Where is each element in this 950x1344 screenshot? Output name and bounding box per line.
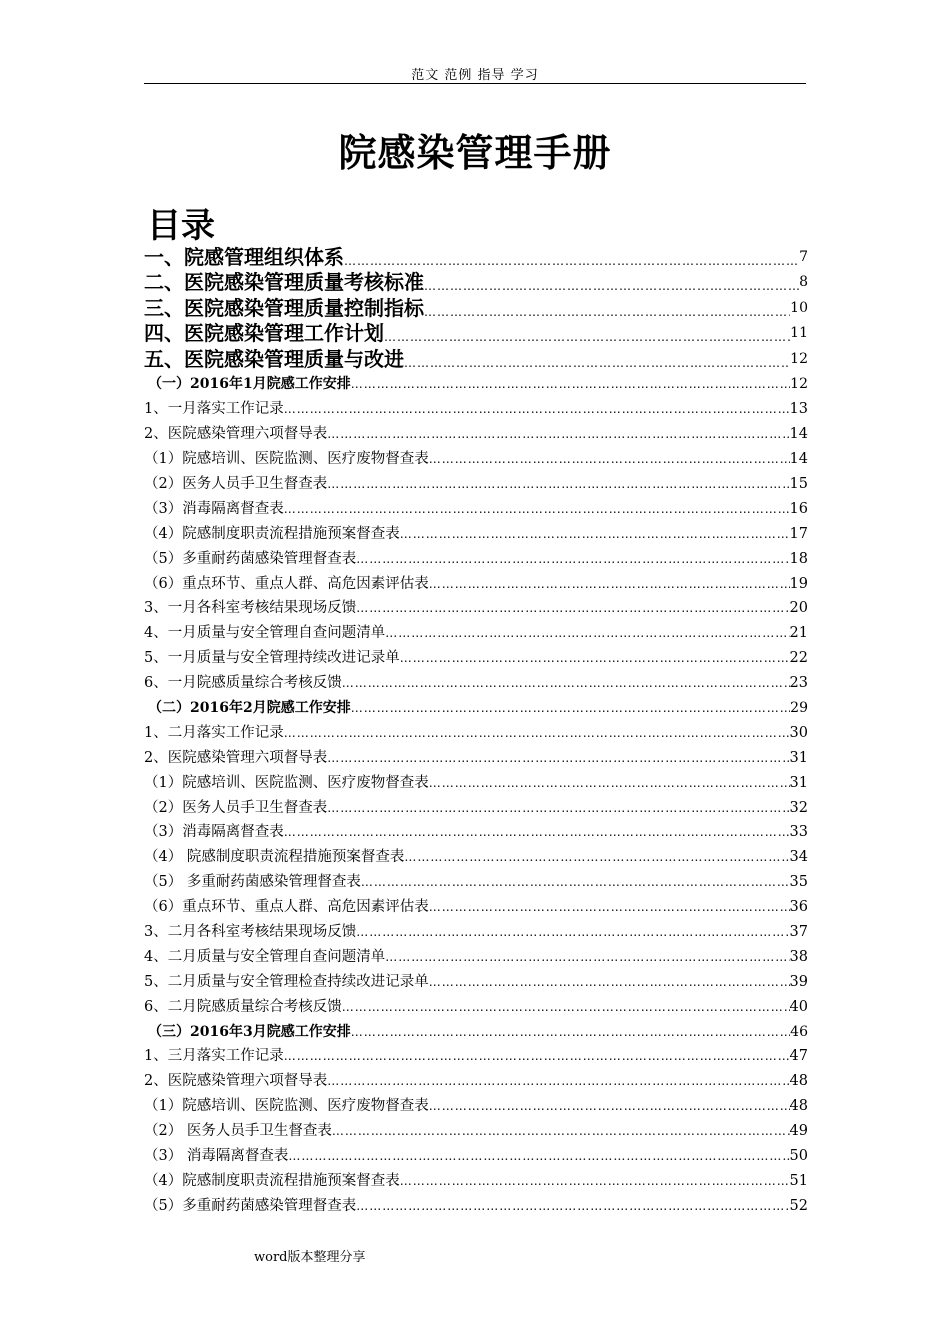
toc-entry[interactable] bbox=[144, 919, 808, 944]
toc-entry[interactable] bbox=[144, 820, 808, 845]
toc-dot-leader bbox=[429, 572, 790, 596]
toc-entry-page-number: 21 bbox=[789, 625, 808, 642]
toc-entry[interactable] bbox=[144, 1044, 808, 1069]
toc-entry[interactable] bbox=[144, 295, 808, 321]
toc-entry[interactable] bbox=[144, 496, 808, 521]
toc-dot-leader bbox=[429, 895, 790, 919]
toc-entry[interactable] bbox=[144, 720, 808, 745]
toc-dot-leader bbox=[351, 1020, 790, 1044]
toc-entry[interactable] bbox=[144, 795, 808, 820]
toc-entry-label: 三、医院感染管理质量控制指标 bbox=[144, 295, 424, 320]
toc-dot-leader bbox=[400, 646, 790, 670]
toc-entry-page-number: 14 bbox=[789, 426, 808, 443]
toc-entry-label: 5、二月质量与安全管理检查持续改进记录单 bbox=[144, 973, 429, 990]
toc-entry-page-number: 7 bbox=[799, 248, 808, 265]
toc-entry[interactable] bbox=[144, 869, 808, 894]
toc-entry-page-number: 19 bbox=[789, 575, 808, 592]
toc-dot-leader bbox=[384, 328, 790, 346]
toc-entry-label: （5）多重耐药菌感染管理督查表 bbox=[144, 550, 357, 567]
toc-entry-page-number: 38 bbox=[789, 948, 808, 965]
toc-dot-leader bbox=[429, 1094, 790, 1118]
toc-dot-leader bbox=[327, 1069, 789, 1093]
toc-entry-label: （一）2016年1月院感工作安排 bbox=[148, 376, 351, 393]
toc-entry-label: （6）重点环节、重点人群、高危因素评估表 bbox=[144, 575, 429, 592]
toc-dot-leader bbox=[385, 621, 789, 645]
toc-entry-page-number: 48 bbox=[789, 1098, 808, 1115]
toc-dot-leader bbox=[429, 771, 790, 795]
toc-entry-label: （2）医务人员手卫生督查表 bbox=[144, 475, 328, 492]
toc-entry-label: （4）院感制度职责流程措施预案督查表 bbox=[144, 1172, 400, 1189]
toc-entry[interactable] bbox=[144, 421, 808, 446]
toc-entry-page-number: 31 bbox=[789, 774, 808, 791]
toc-entry-label: 1、一月落实工作记录 bbox=[144, 401, 284, 418]
toc-entry-label: 5、一月质量与安全管理持续改进记录单 bbox=[144, 650, 400, 667]
toc-entry-label: （2）医务人员手卫生督查表 bbox=[144, 799, 328, 816]
toc-entry-label: （三）2016年3月院感工作安排 bbox=[148, 1023, 351, 1040]
toc-entry[interactable] bbox=[144, 244, 808, 270]
toc-dot-leader bbox=[284, 397, 790, 421]
toc-entry-label: 二、医院感染管理质量考核标准 bbox=[144, 270, 424, 294]
toc-entry-page-number: 22 bbox=[789, 650, 808, 667]
toc-entry-label: 6、一月院感质量综合考核反馈 bbox=[144, 675, 342, 692]
toc-entry-label: （3） 消毒隔离督查表 bbox=[144, 1148, 289, 1164]
toc-entry-label: 1、三月落实工作记录 bbox=[144, 1048, 284, 1065]
toc-entry-page-number: 30 bbox=[789, 724, 808, 741]
toc-entry-page-number: 15 bbox=[789, 475, 808, 492]
toc-entry-page-number: 10 bbox=[790, 299, 808, 316]
toc-dot-leader bbox=[344, 252, 799, 270]
toc-entry-label: 2、医院感染管理六项督导表 bbox=[144, 1073, 328, 1090]
toc-entry-page-number: 37 bbox=[789, 923, 808, 940]
toc-entry-page-number: 14 bbox=[789, 451, 808, 468]
toc-dot-leader bbox=[400, 1169, 790, 1193]
toc-entry[interactable] bbox=[144, 596, 808, 621]
toc-entry-page-number: 29 bbox=[790, 699, 808, 716]
toc-entry-page-number: 12 bbox=[790, 376, 808, 393]
toc-entry[interactable] bbox=[144, 1118, 808, 1143]
toc-entry-page-number: 35 bbox=[789, 874, 808, 891]
toc-dot-leader bbox=[356, 596, 789, 620]
toc-entry-label: 3、一月各科室考核结果现场反馈 bbox=[144, 600, 357, 617]
toc-entry-page-number: 20 bbox=[789, 600, 808, 617]
toc-dot-leader bbox=[351, 696, 790, 720]
toc-dot-leader bbox=[424, 303, 790, 321]
toc-entry[interactable] bbox=[144, 894, 808, 919]
toc-entry-page-number: 50 bbox=[789, 1148, 808, 1164]
toc-entry-label: 2、医院感染管理六项督导表 bbox=[144, 749, 328, 766]
toc-entry-page-number: 52 bbox=[789, 1197, 808, 1214]
toc-dot-leader bbox=[327, 472, 789, 496]
toc-entry[interactable] bbox=[144, 1143, 808, 1168]
toc-entry-page-number: 46 bbox=[790, 1023, 808, 1040]
toc-entry[interactable] bbox=[144, 994, 808, 1019]
toc-entry[interactable] bbox=[144, 372, 808, 397]
toc-entry[interactable] bbox=[144, 571, 808, 596]
toc-dot-leader bbox=[400, 522, 790, 546]
toc-dot-leader bbox=[356, 920, 789, 944]
toc-dot-leader bbox=[327, 422, 789, 446]
header-divider bbox=[144, 83, 806, 84]
document-title: 院感染管理手册 bbox=[338, 130, 612, 175]
toc-entry-page-number: 34 bbox=[789, 849, 808, 866]
toc-entry-label: （1）院感培训、医院监测、医疗废物督查表 bbox=[144, 451, 429, 468]
toc-entry-label: 四、医院感染管理工作计划 bbox=[144, 321, 384, 345]
toc-dot-leader bbox=[284, 820, 790, 844]
toc-dot-leader bbox=[288, 1144, 789, 1168]
toc-entry[interactable] bbox=[144, 270, 808, 296]
toc-entry[interactable] bbox=[144, 1168, 808, 1193]
toc-entry-page-number: 51 bbox=[789, 1172, 808, 1189]
toc-entry-page-number: 23 bbox=[789, 675, 808, 692]
toc-entry-label: （5） 多重耐药菌感染管理督查表 bbox=[144, 874, 361, 891]
toc-entry[interactable] bbox=[144, 695, 808, 720]
toc-entry-label: 2、医院感染管理六项督导表 bbox=[144, 426, 328, 443]
toc-entry-page-number: 49 bbox=[789, 1123, 808, 1140]
toc-entry-page-number: 12 bbox=[790, 350, 808, 367]
toc-entry[interactable] bbox=[144, 1193, 808, 1218]
toc-entry-label: （4）院感制度职责流程措施预案督查表 bbox=[144, 525, 400, 542]
toc-entry[interactable] bbox=[144, 546, 808, 571]
toc-dot-leader bbox=[356, 1194, 789, 1218]
toc-entry-page-number: 40 bbox=[789, 998, 808, 1015]
toc-entry[interactable] bbox=[144, 521, 808, 546]
toc-dot-leader bbox=[424, 277, 799, 295]
toc-dot-leader bbox=[361, 870, 790, 894]
toc-entry-page-number: 16 bbox=[789, 500, 808, 517]
toc-entry[interactable] bbox=[144, 396, 808, 421]
toc-entry-label: 五、医院感染管理质量与改进 bbox=[144, 346, 404, 371]
toc-entry[interactable] bbox=[144, 844, 808, 869]
toc-dot-leader bbox=[327, 746, 789, 770]
toc-entry[interactable] bbox=[144, 969, 808, 994]
toc-entry-page-number: 33 bbox=[789, 824, 808, 841]
toc-entry[interactable] bbox=[144, 1093, 808, 1118]
toc-dot-leader bbox=[404, 845, 789, 869]
toc-entry-label: （4） 院感制度职责流程措施预案督查表 bbox=[144, 849, 405, 866]
toc-entry-label: 一、院感管理组织体系 bbox=[144, 244, 344, 269]
toc-entry[interactable] bbox=[144, 1068, 808, 1093]
toc-dot-leader bbox=[429, 447, 790, 471]
toc-entry-label: 1、二月落实工作记录 bbox=[144, 724, 284, 741]
toc-dot-leader bbox=[284, 721, 790, 745]
toc-entry-label: （2） 医务人员手卫生督查表 bbox=[144, 1123, 332, 1140]
toc-dot-leader bbox=[429, 970, 790, 994]
toc-entry-page-number: 11 bbox=[790, 325, 808, 341]
toc-entry-label: （3）消毒隔离督查表 bbox=[144, 824, 284, 841]
toc-entry-page-number: 47 bbox=[789, 1048, 808, 1065]
page-footer: word版本整理分享 bbox=[254, 1250, 366, 1265]
toc-entry-page-number: 36 bbox=[789, 899, 808, 916]
toc-dot-leader bbox=[385, 945, 789, 969]
table-of-contents bbox=[144, 244, 808, 1218]
toc-entry-page-number: 17 bbox=[789, 525, 808, 542]
toc-entry-label: （1）院感培训、医院监测、医疗废物督查表 bbox=[144, 1098, 429, 1115]
page-header: 范文 范例 指导 学习 bbox=[411, 68, 539, 83]
toc-dot-leader bbox=[327, 796, 789, 820]
toc-entry[interactable] bbox=[144, 770, 808, 795]
toc-entry-label: 4、一月质量与安全管理自查问题清单 bbox=[144, 625, 386, 642]
toc-dot-leader bbox=[332, 1119, 790, 1143]
toc-entry-label: 3、二月各科室考核结果现场反馈 bbox=[144, 923, 357, 940]
toc-entry[interactable] bbox=[144, 620, 808, 645]
toc-dot-leader bbox=[342, 671, 790, 695]
toc-entry-page-number: 39 bbox=[789, 973, 808, 990]
toc-entry[interactable] bbox=[144, 446, 808, 471]
toc-heading: 目录 bbox=[147, 206, 215, 246]
toc-entry[interactable] bbox=[144, 346, 808, 372]
toc-entry[interactable] bbox=[144, 645, 808, 670]
toc-dot-leader bbox=[404, 354, 790, 372]
toc-entry-page-number: 31 bbox=[789, 749, 808, 766]
toc-entry[interactable] bbox=[144, 1019, 808, 1044]
toc-entry-label: 4、二月质量与安全管理自查问题清单 bbox=[144, 948, 386, 965]
toc-entry-page-number: 48 bbox=[789, 1073, 808, 1090]
toc-dot-leader bbox=[342, 995, 790, 1019]
toc-entry[interactable] bbox=[144, 321, 808, 347]
toc-dot-leader bbox=[284, 1044, 790, 1068]
toc-entry[interactable] bbox=[144, 670, 808, 695]
toc-dot-leader bbox=[356, 547, 789, 571]
toc-entry[interactable] bbox=[144, 944, 808, 969]
toc-entry-page-number: 18 bbox=[789, 550, 808, 567]
toc-entry-page-number: 13 bbox=[789, 401, 808, 418]
toc-entry-label: （6）重点环节、重点人群、高危因素评估表 bbox=[144, 899, 429, 916]
toc-entry[interactable] bbox=[144, 471, 808, 496]
toc-dot-leader bbox=[284, 497, 790, 521]
toc-entry-label: 6、二月院感质量综合考核反馈 bbox=[144, 998, 342, 1015]
toc-entry-label: （1）院感培训、医院监测、医疗废物督查表 bbox=[144, 774, 429, 791]
toc-entry-page-number: 32 bbox=[789, 799, 808, 816]
toc-entry-label: （5）多重耐药菌感染管理督查表 bbox=[144, 1197, 357, 1214]
toc-entry-label: （3）消毒隔离督查表 bbox=[144, 500, 284, 517]
toc-entry[interactable] bbox=[144, 745, 808, 770]
toc-entry-label: （二）2016年2月院感工作安排 bbox=[148, 699, 351, 716]
toc-dot-leader bbox=[351, 372, 790, 396]
toc-entry-page-number: 8 bbox=[799, 274, 808, 290]
